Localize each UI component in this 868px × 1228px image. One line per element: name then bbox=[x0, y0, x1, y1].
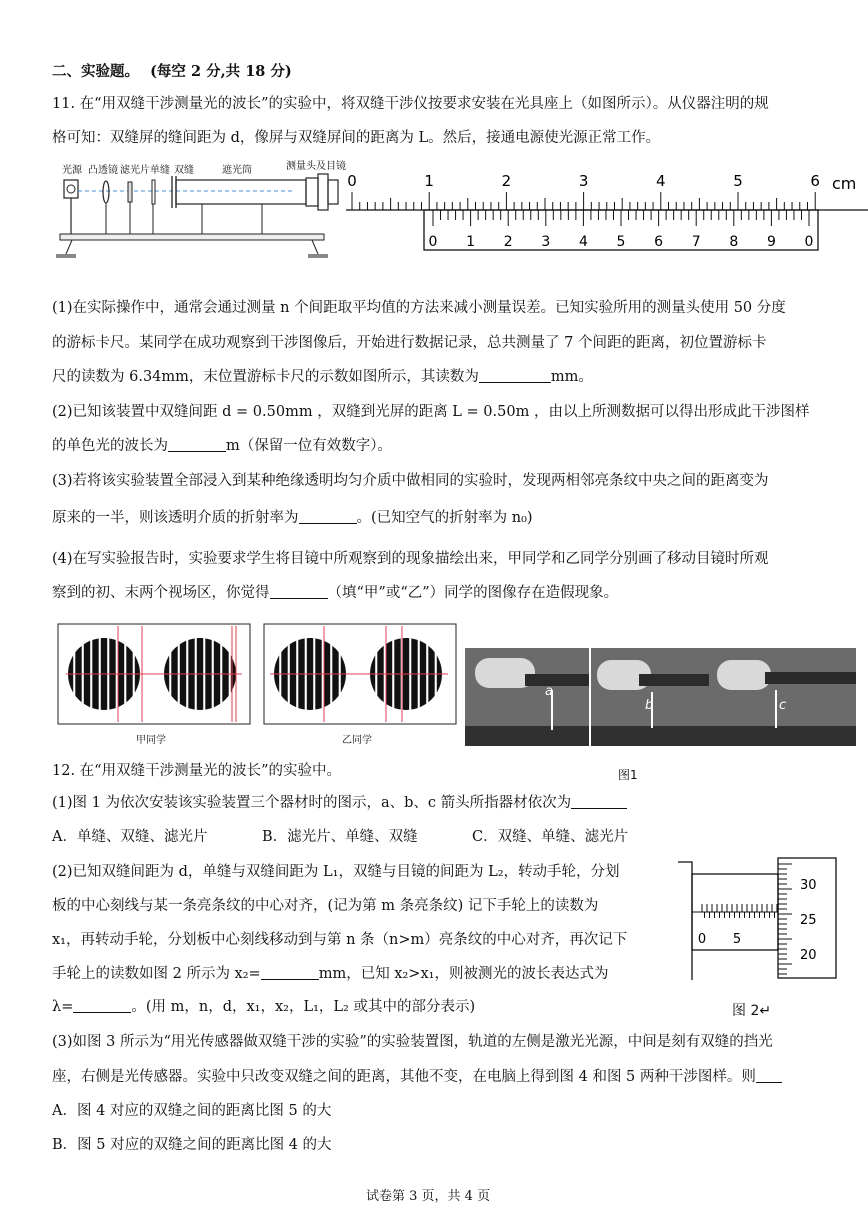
main-scale-label: 4 bbox=[656, 172, 666, 190]
vernier-scale-label: 0 bbox=[428, 234, 438, 250]
q11-part1-line3 bbox=[52, 367, 593, 387]
q12-part3-text: 座，右侧是光传感器。实验中只改变双缝之间的距离，其他不变，在电脑上得到图 4 和图 5 两种干涉图样。则 bbox=[52, 1069, 756, 1085]
q11-part2-line1: (2)已知该装置中双缝间距 d = 0.50mm ，双缝到光屏的距离 L = 0.50m ，由以上所测数据可以得出形成此干涉图样 bbox=[52, 404, 810, 420]
q11-part1-unit: mm。 bbox=[550, 369, 593, 385]
arrow-label-a: a bbox=[545, 684, 553, 699]
label-light-source: 光源 bbox=[62, 165, 82, 176]
answer-blank-order[interactable] bbox=[571, 794, 627, 809]
q12-lambda: λ= bbox=[52, 999, 74, 1015]
q11-part2-text: 的单色光的波长为 bbox=[52, 438, 168, 454]
q11-part3-line1: (3)若将该实验装置全部浸入到某种绝缘透明均匀介质中做相同的实验时，发现两相邻亮条纹中央之间的距离变为 bbox=[52, 473, 769, 489]
q12-part2-line3: x₁，再转动手轮，分划板中心刻线移动到与第 n 条（n>m）亮条纹的中心对齐，再次记下 bbox=[52, 932, 628, 948]
q12-part2-tail: mm，已知 x₂>x₁，则被测光的波长表达式为 bbox=[318, 966, 609, 982]
label-convex-lens: 凸透镜 bbox=[88, 165, 118, 176]
q11-intro-line1: 11. 在“用双缝干涉测量光的波长”的实验中，将双缝干涉仪按要求安装在光具座上（如图所示）。从仪器注明的规 bbox=[52, 96, 769, 112]
q12-part2-line1: (2)已知双缝间距为 d，单缝与双缝间距为 L₁，双缝与目镜的间距为 L₂，转动手轮，分划 bbox=[52, 864, 620, 880]
photo-a bbox=[465, 648, 589, 746]
q12-part2-line4 bbox=[52, 964, 608, 984]
label-single-slit: 单缝 bbox=[150, 165, 170, 176]
q11-part4-tail: （填“甲”或“乙”）同学的图像存在造假现象。 bbox=[327, 585, 619, 601]
main-scale-label: 5 bbox=[733, 172, 743, 190]
q12-option-c: C．双缝、单缝、滤光片 bbox=[472, 829, 629, 845]
vernier-scale-label: 2 bbox=[503, 234, 513, 250]
q12-option-b: B．滤光片、单缝、双缝 bbox=[262, 829, 418, 845]
q12-part1-text: (1)图 1 为依次安装该实验装置三个器材时的图示，a、b、c 箭头所指器材依次为 bbox=[52, 795, 572, 811]
answer-blank-x2[interactable] bbox=[261, 965, 319, 980]
q11-part1-line1: (1)在实际操作中，通常会通过测量 n 个间距取平均值的方法来减小测量误差。已知实验所用的测量头使用 50 分度 bbox=[52, 300, 786, 316]
page-footer: 试卷第 3 页，共 4 页 bbox=[366, 1189, 491, 1204]
vernier-scale-label: 3 bbox=[541, 234, 551, 250]
q12-part3-option-b: B．图 5 对应的双缝之间的距离比图 4 的大 bbox=[52, 1137, 332, 1153]
apparatus-diagram bbox=[52, 170, 342, 265]
label-student-yi: 乙同学 bbox=[342, 735, 372, 746]
vernier-scale-label: 8 bbox=[729, 234, 739, 250]
q11-part3-tail: 。(已知空气的折射率为 n₀) bbox=[356, 510, 533, 526]
answer-blank-wavelength[interactable] bbox=[168, 437, 226, 452]
answer-blank-lambda[interactable] bbox=[73, 998, 131, 1013]
q11-intro-line2: 格可知：双缝屏的缝间距为 d，像屏与双缝屏间的距离为 L。然后，接通电源使光源正常工作。 bbox=[52, 130, 661, 146]
arrow-label-c: c bbox=[779, 698, 787, 713]
q12-part1 bbox=[52, 793, 627, 813]
photo-b bbox=[591, 648, 715, 746]
q12-part2-text: 手轮上的读数如图 2 所示为 x₂= bbox=[52, 966, 261, 982]
q12-part2-hint: 。(用 m，n，d，x₁，x₂，L₁，L₂ 或其中的部分表示) bbox=[131, 999, 476, 1015]
main-scale-label: 3 bbox=[578, 172, 589, 190]
vernier-scale-label: 7 bbox=[691, 234, 701, 250]
answer-blank-choice[interactable] bbox=[756, 1068, 782, 1083]
label-double-slit: 双缝 bbox=[174, 165, 194, 176]
q12-option-a: A．单缝、双缝、滤光片 bbox=[52, 829, 208, 845]
caliper-unit: cm bbox=[832, 174, 857, 193]
section-heading bbox=[52, 62, 292, 82]
vernier-scale-label: 6 bbox=[654, 234, 664, 250]
q12-intro: 12. 在“用双缝干涉测量光的波长”的实验中。 bbox=[52, 763, 341, 779]
main-scale-label: 6 bbox=[810, 172, 820, 190]
answer-blank-refractive-index[interactable] bbox=[299, 509, 357, 524]
vernier-scale-label: 0 bbox=[804, 234, 814, 250]
figure2-caption: 图 2↵ bbox=[732, 1003, 772, 1019]
q11-part3-line2 bbox=[52, 508, 533, 528]
q11-part4-line1: (4)在写实验报告时，实验要求学生将目镜中所观察到的现象描绘出来，甲同学和乙同学分别画了移动目镜时所观 bbox=[52, 551, 769, 567]
sleeve-label: 0 bbox=[697, 932, 707, 947]
q12-part3-option-a: A．图 4 对应的双缝之间的距离比图 5 的大 bbox=[52, 1103, 332, 1119]
answer-blank-reading[interactable] bbox=[479, 368, 551, 383]
main-scale-label: 0 bbox=[347, 172, 357, 190]
q12-part3-line1: (3)如图 3 所示为“用光传感器做双缝干涉的实验”的实验装置图，轨道的左侧是激光光源，中间是刻有双缝的挡光 bbox=[52, 1034, 773, 1050]
thimble-label: 30 bbox=[800, 878, 817, 893]
arrow-label-b: b bbox=[645, 698, 654, 713]
label-measuring-head: 测量头及目镜 bbox=[286, 161, 346, 172]
q11-part4-line2 bbox=[52, 583, 618, 603]
q11-part3-text: 原来的一半，则该透明介质的折射率为 bbox=[52, 510, 299, 526]
section-scoring: (每空 2 分,共 18 分) bbox=[150, 63, 292, 80]
vernier-scale-label: 1 bbox=[466, 234, 476, 250]
section-title: 二、实验题。 bbox=[52, 63, 139, 80]
vernier-caliper-figure bbox=[340, 166, 868, 256]
fringe-figures bbox=[56, 622, 460, 726]
q11-part1-line2: 的游标卡尺。某同学在成功观察到干涉图像后，开始进行数据记录，总共测量了 7 个间距的距离，初位置游标卡 bbox=[52, 335, 767, 351]
vernier-scale-label: 4 bbox=[578, 234, 588, 250]
label-shading-tube: 遮光筒 bbox=[222, 165, 252, 176]
answer-blank-student[interactable] bbox=[270, 584, 328, 599]
sleeve-label: 5 bbox=[732, 932, 742, 947]
main-scale-label: 1 bbox=[424, 172, 434, 190]
figure1-caption: 图1 bbox=[618, 768, 638, 782]
vernier-scale-label: 5 bbox=[616, 234, 626, 250]
vernier-scale-label: 9 bbox=[766, 234, 776, 250]
q12-part2-line2: 板的中心刻线与某一条亮条纹的中心对齐，(记为第 m 条亮条纹) 记下手轮上的读数为 bbox=[52, 898, 599, 914]
label-filter: 滤光片 bbox=[120, 165, 150, 176]
q11-part2-unit: m（保留一位有效数字）。 bbox=[226, 438, 392, 454]
q12-part2-line5 bbox=[52, 997, 475, 1017]
micrometer-figure bbox=[668, 852, 848, 992]
q11-part1-text: 尺的读数为 6.34mm，末位置游标卡尺的示数如图所示，其读数为 bbox=[52, 369, 479, 385]
q11-part2-line2 bbox=[52, 436, 392, 456]
thimble-label: 20 bbox=[800, 948, 817, 963]
photo-c bbox=[709, 648, 856, 746]
label-student-jia: 甲同学 bbox=[136, 735, 166, 746]
main-scale-label: 2 bbox=[501, 172, 512, 190]
q12-part3-line2 bbox=[52, 1067, 782, 1087]
thimble-label: 25 bbox=[800, 913, 817, 928]
q11-part4-text: 察到的初、末两个视场区，你觉得 bbox=[52, 585, 270, 601]
